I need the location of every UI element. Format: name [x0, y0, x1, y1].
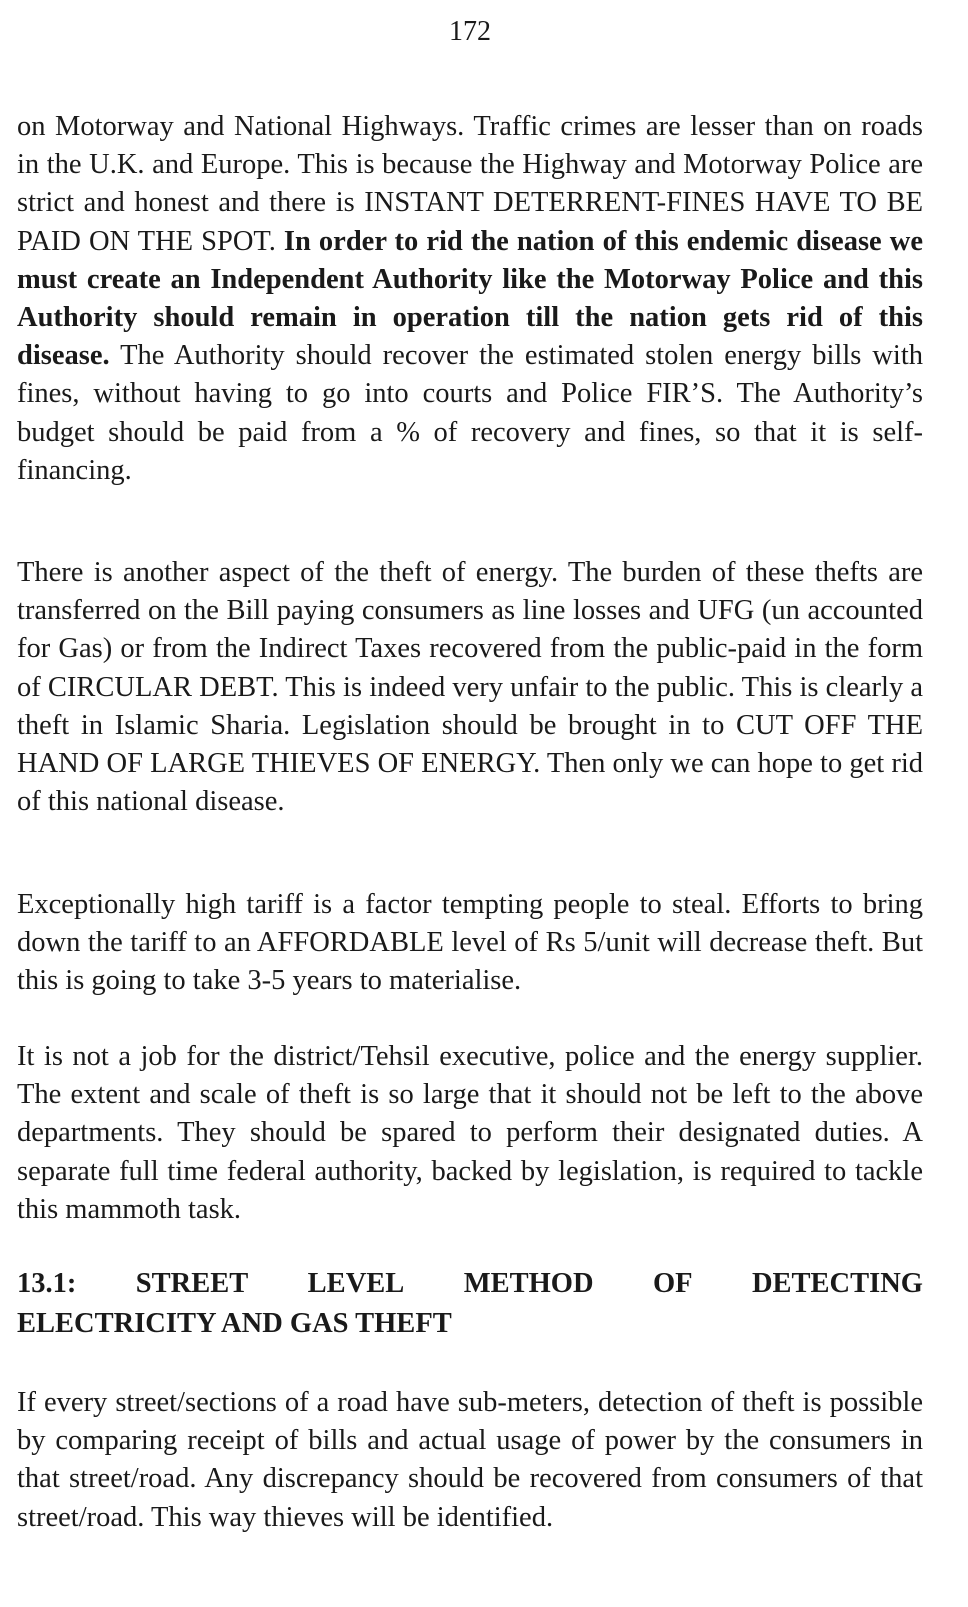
heading-word: STREET — [135, 1268, 249, 1299]
heading-word: 13.1: — [17, 1268, 77, 1299]
heading-word: LEVEL — [307, 1268, 405, 1299]
heading-word: METHOD — [463, 1268, 594, 1299]
section-heading-line-2: ELECTRICITY AND GAS THEFT — [17, 1308, 452, 1339]
paragraph-text: on Motorway and National Highways. Traffic crimes are lesser than on roads in the U.K. and Europe. This is because the Highway and Motorway Police are strict and honest and there is INSTANT DETERRENT-FINES HAVE TO BE PAID ON THE SPOT. — [17, 111, 923, 257]
page-number: 172 — [449, 16, 491, 47]
bold-emphasis-text: In order to rid the nation of this endemic disease we must create an Independent Authority like the Motorway Police and this Authority should remain in operation till the nation gets rid of this disease. — [17, 225, 923, 372]
paragraph-energy-theft-burden: There is another aspect of the theft of energy. The burden of these thefts are transferred on the Bill paying consumers as line losses and UFG (un accounted for Gas) or from the Indirect Taxes recovered from the public-paid in the form of CIRCULAR DEBT. This is indeed very unfair to the public. This is clearly a theft in Islamic Sharia. Legislation should be brought in to CUT OFF THE HAND OF LARGE THIEVES OF ENERGY. Then only we can hope to get rid of this national disease. — [17, 557, 923, 818]
heading-word: OF — [652, 1268, 693, 1299]
section-heading — [17, 1264, 923, 1344]
heading-word: DETECTING — [751, 1268, 923, 1299]
paragraph-high-tariff: Exceptionally high tariff is a factor tempting people to steal. Efforts to bring down the tariff to an AFFORDABLE level of Rs 5/unit will decrease theft. But this is going to take 3-5 years to materialise. — [17, 889, 923, 997]
paragraph-motorway-authority — [17, 108, 923, 490]
paragraph-text: The Authority should recover the estimated stolen energy bills with fines, without having to go into courts and Police FIR’S. The Authority’s budget should be paid from a % of recovery and fines, so that it is self-financing. — [17, 340, 923, 486]
paragraph-street-submeters: If every street/sections of a road have sub-meters, detection of theft is possible by comparing receipt of bills and actual usage of power by the consumers in that street/road. Any discrepancy should be recovered from consumers of that street/road. This way thieves will be identified. — [17, 1387, 923, 1533]
section-heading-line-1 — [17, 1264, 923, 1304]
paragraph-federal-authority: It is not a job for the district/Tehsil executive, police and the energy supplier. The extent and scale of theft is so large that it should not be left to the above departments. They should be spared to perform their designated duties. A separate full time federal authority, backed by legislation, is required to tackle this mammoth task. — [17, 1041, 923, 1225]
